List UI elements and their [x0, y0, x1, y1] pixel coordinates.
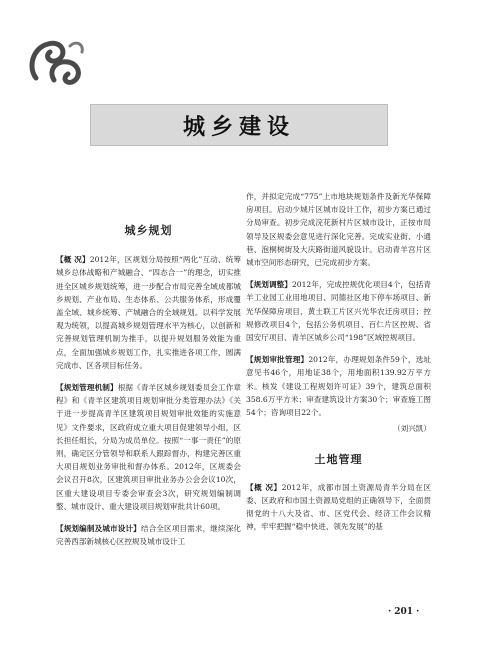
page-number: · 201 ·	[388, 607, 420, 617]
paragraph-text: 作，并拟定完成“775”上市地块规划条件及新光华保障房项目。启动少城片区城市设计工作，初步方案已通过分局审查。初步完成浣花新村片区城市设计，正按市局领导及区规委会意见进行深化完善。完成实业街、小通巷、泡桐树街及大庆路街道风貌设计。启动青羊宫片区城市空间形态研究，已完成初步方案。	[246, 192, 431, 268]
paragraph-text: 根据《青羊区城乡规划委员会工作章程》和《青羊区建筑项目规划审批分类管理办法》《关于进一步提高青羊区建筑项目规划审批效能的实施意见》文件要求，区政府成立重大项目促建领导小组，区长担任组长，分局为成员单位。按照“一事一责任”的原则，确定区分管领导和联系人跟踪督办，构建完善区重大项目规划业务审批和督办体系。2012年，区规委会会议召开8次，区建筑项目审批业务办公会会议10次，区重大建设项目专委会审查会3次，研究规划编制调整、城市设计、重大建设项目规划审批共计60项。	[56, 383, 242, 511]
page-title-banner	[90, 104, 388, 146]
section-title-urban-planning: 城乡规划	[124, 224, 173, 237]
paragraph-tag: 【规划管理机制】	[56, 383, 118, 393]
paragraph-tag: 【概 况】	[56, 255, 90, 265]
section-title-land-management: 土地管理	[314, 453, 363, 467]
paragraph-design-continued	[246, 190, 431, 269]
paragraph-text: 2012年，区规划分局按照“两化”互动、统筹城乡总体战略和产城融合、“四态合一”的理念，切实推进全区城乡规划统筹，进一步配合市局完善全域成都城乡规划、产业布局、生态体系、公共服务体系，形成覆盖全域、城乡统筹、产城融合的全域规划。以科学发展观为统领，以提高城乡规划管理水平为核心，以创新和完善规划管理机制为推手，以提升规划服务效能为重点，全面加强城乡规划工作，扎实推进各项工作，圆满完成市、区各项目标任务。	[56, 255, 241, 370]
paragraph-approval	[246, 353, 431, 419]
paragraph-land-overview	[246, 481, 431, 534]
paragraph-tag: 【规划编制及城市设计】	[56, 524, 141, 534]
paragraph-overview	[56, 253, 241, 372]
paragraph-text: 2012年，办理规划条件59个，选址意见书46个，用地证38个，用地面积139.92万平方米。核发《建设工程规划许可证》39个，建筑总面积358.6万平方米；审查建筑设计方案30个；审查施工图54个；咨询项目22个。	[246, 355, 431, 418]
paragraph-text: 结合全区项目需求，继续深化完善西部新城核心区控规及城市设计工	[56, 524, 242, 547]
paragraph-tag: 【概 况】	[246, 482, 282, 492]
left-column	[56, 190, 241, 548]
right-column	[246, 190, 431, 533]
paragraph-tag: 【规划调整】	[246, 280, 292, 290]
swirl-ornament-icon	[26, 34, 88, 88]
paragraph-text: 2012年，完成控规优化项目4个，包括青羊工业园工业用地项目、同德社区地下停车场项目、新光华保障房项目、黄土联工片区兴光华农迁房项目；控规修改项目4个，包括公务机项目、百仁片区控规、省国安厅项目、青羊区城乡公司“198”区域控规项目。	[246, 280, 431, 343]
paragraph-text: 2012年，成都市国土资源局青羊分局在区委、区政府和市国土资源局党组的正确领导下，全面贯彻党的十八大及省、市、区党代会、经济工作会议精神，牢牢把握“稳中快进、领先发展”的基	[246, 482, 431, 532]
paragraph-tag: 【规划审批管理】	[246, 355, 309, 365]
paragraph-design	[56, 522, 241, 548]
paragraph-adjustment	[246, 278, 431, 344]
paragraph-mechanism	[56, 381, 241, 513]
page-title: 城乡建设	[182, 114, 295, 140]
author-credit: （刘兴凯）	[393, 424, 431, 434]
